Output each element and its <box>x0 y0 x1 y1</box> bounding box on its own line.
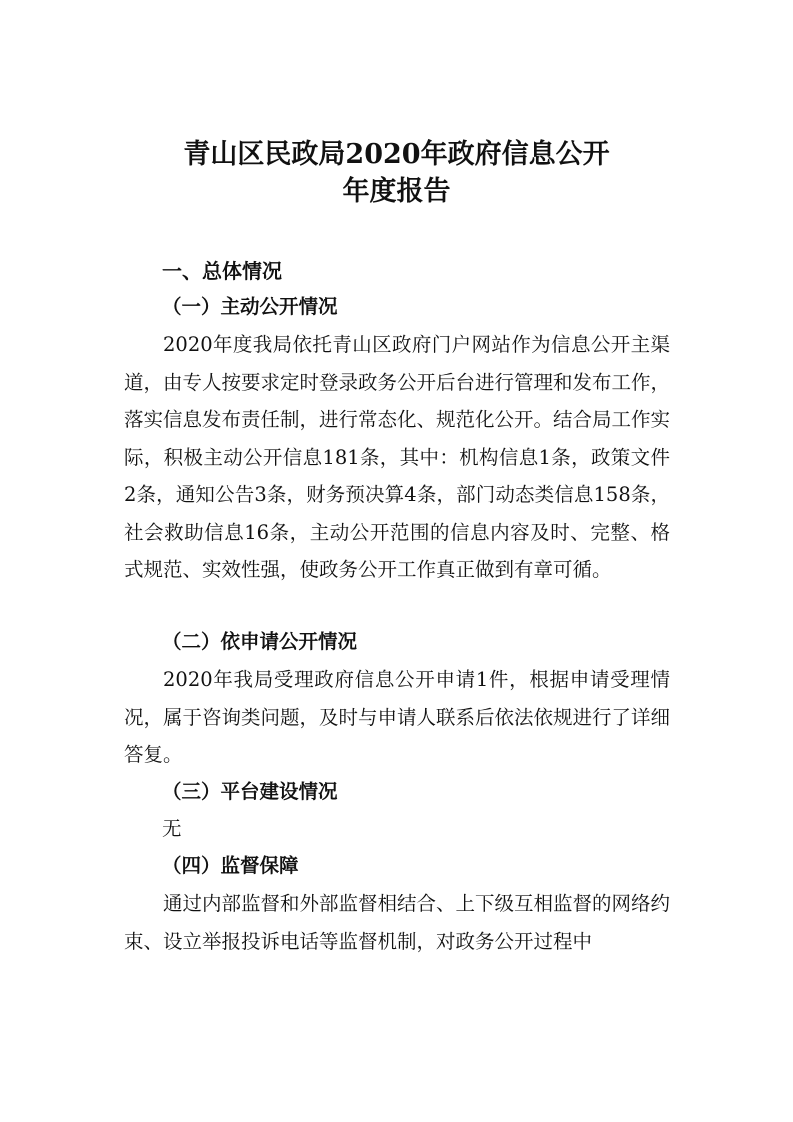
document-title-line-1: 青山区民政局2020年政府信息公开 <box>183 139 610 170</box>
subsection-heading-supervision: （四）监督保障 <box>162 854 299 877</box>
subsection-heading-application-disclosure: （二）依申请公开情况 <box>162 630 358 653</box>
paragraph-application-disclosure: 2020年我局受理政府信息公开申请1件，根据申请受理情况，属于咨询类问题，及时与申请人联系后依法依规进行了详细答复。 <box>124 668 671 766</box>
subsection-heading-proactive-disclosure: （一）主动公开情况 <box>162 295 338 318</box>
section-heading-overview: 一、总体情况 <box>162 259 282 283</box>
paragraph-supervision: 通过内部监督和外部监督相结合、上下级互相监督的网络约束、设立举报投诉电话等监督机制，对政务公开过程中 <box>124 892 671 953</box>
paragraph-proactive-disclosure: 2020年度我局依托青山区政府门户网站作为信息公开主渠道，由专人按要求定时登录政务公开后台进行管理和发布工作，落实信息发布责任制，进行常态化、规范化公开。结合局工作实际，积极主动公开信息181条，其中：机构信息1条，政策文件2条，通知公告3条，财务预决算4条，部门动态类信息158条，社会救助信息16条，主动公开范围的信息内容及时、完整、格式规范、实效性强，使政务公开工作真正做到有章可循。 <box>124 333 671 581</box>
subsection-heading-platform-construction: （三）平台建设情况 <box>162 780 338 803</box>
document-title-line-2: 年度报告 <box>342 176 451 207</box>
platform-construction-text: 无 <box>162 817 182 840</box>
